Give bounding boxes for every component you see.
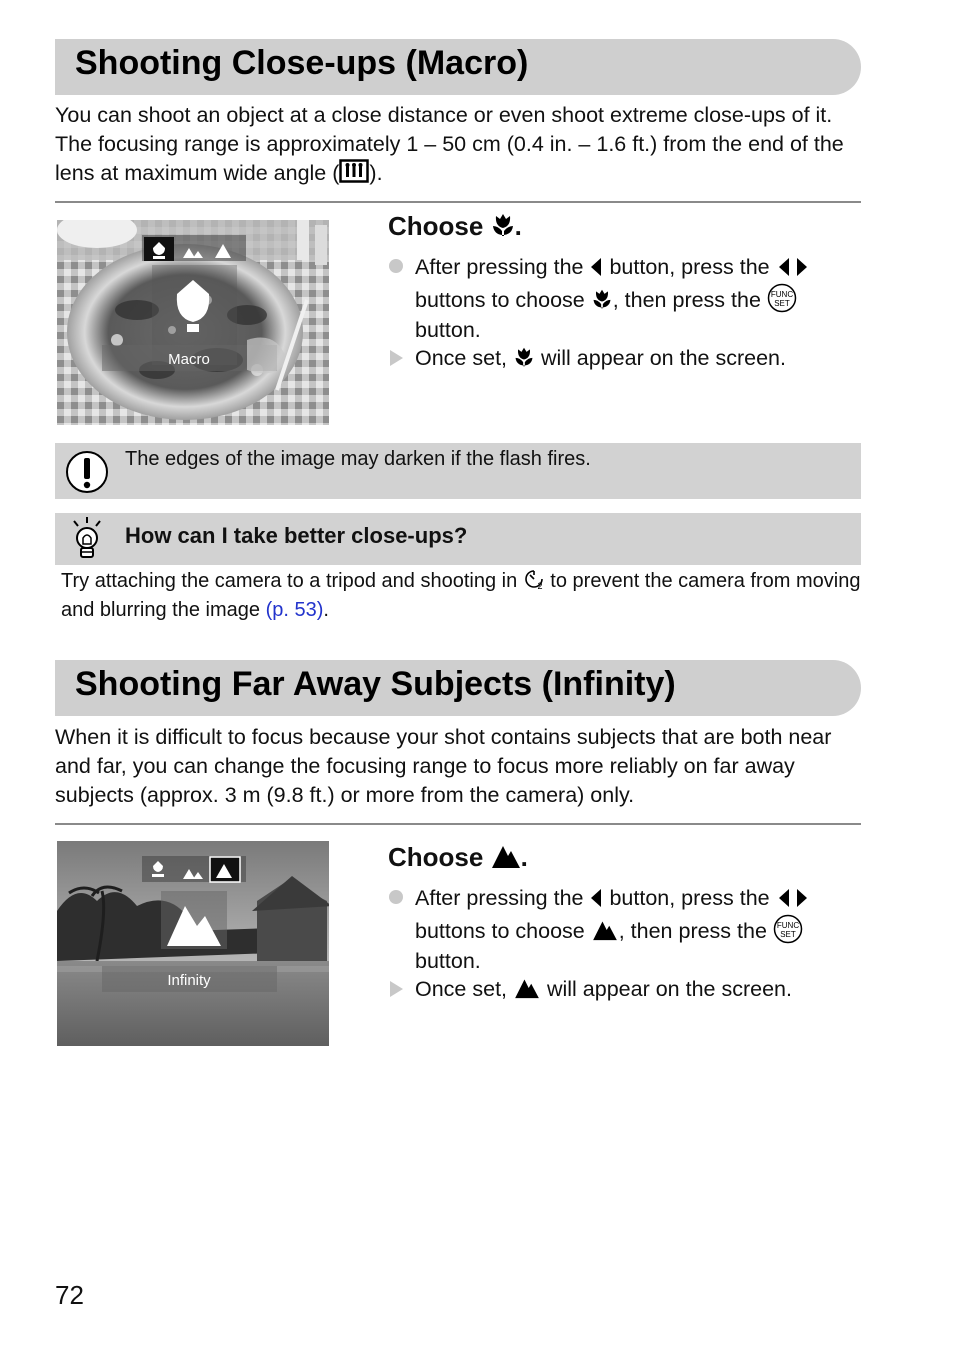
infinity-photo-image <box>57 841 329 1046</box>
triangle-bullet-icon <box>388 349 404 367</box>
step-2-infinity: Once set, will appear on the screen. <box>388 974 858 1005</box>
tip-text: Try attaching the camera to a tripod and shooting in 2 to prevent the camera from moving and blurring the image (p. 53). <box>61 570 861 621</box>
section-title-macro: Shooting Close-ups (Macro) <box>75 44 529 82</box>
macro-flower-icon <box>591 288 613 310</box>
svg-text:2: 2 <box>537 581 543 590</box>
func-set-button-icon <box>767 283 797 313</box>
page-number: 72 <box>55 1280 84 1310</box>
svg-text:FUNC: FUNC <box>776 920 800 930</box>
section-title-infinity: Shooting Far Away Subjects (Infinity) <box>75 665 676 703</box>
macro-flower-icon <box>513 346 535 368</box>
circle-bullet-icon <box>388 889 404 905</box>
self-timer-2sec-icon <box>523 568 545 590</box>
divider-infinity <box>55 823 861 825</box>
caution-icon <box>65 450 109 494</box>
tip-box <box>55 513 861 565</box>
caution-box <box>55 443 861 499</box>
step-1-macro: After pressing the button, press the buttons to choose , then press the FUNC SET button. <box>388 252 858 346</box>
step-2-macro: Once set, will appear on the screen. <box>388 343 858 374</box>
page-reference-link[interactable]: (p. 53) <box>265 598 324 621</box>
macro-flower-icon <box>491 212 515 238</box>
left-right-arrow-buttons-icon <box>776 257 810 277</box>
tip-heading: How can I take better close-ups? <box>125 523 468 548</box>
step-heading-macro: Choose . <box>388 211 522 241</box>
func-set-button-icon <box>773 914 803 944</box>
infinity-photo-caption: Infinity <box>167 972 211 989</box>
lightbulb-tip-icon <box>69 516 105 562</box>
left-arrow-button-icon <box>589 257 603 277</box>
triangle-bullet-icon <box>388 980 404 998</box>
svg-text:SET: SET <box>780 929 796 939</box>
circle-bullet-icon <box>388 258 404 274</box>
step-heading-infinity: Choose . <box>388 842 528 872</box>
infinity-mountain-icon <box>513 977 541 999</box>
macro-screen-photo <box>57 220 329 425</box>
intro-paragraph-infinity: When it is difficult to focus because your shot contains subjects that are both near and far, you can change the focusing range to focus more reliably on far away subjects (approx. 3 m (9.8 ft.) or more from the camera) only. <box>55 725 832 807</box>
section-title-bar-infinity <box>55 660 861 716</box>
macro-photo-image <box>57 220 329 425</box>
step-1-infinity: After pressing the button, press the buttons to choose , then press the FUNC SET button. <box>388 883 858 977</box>
wide-angle-icon <box>339 159 369 183</box>
infinity-mountain-icon <box>591 919 619 941</box>
left-right-arrow-buttons-icon <box>776 888 810 908</box>
svg-text:SET: SET <box>774 298 790 308</box>
divider-macro <box>55 201 861 203</box>
section-title-bar-macro <box>55 39 861 95</box>
infinity-mountain-icon <box>491 843 521 869</box>
svg-text:FUNC: FUNC <box>770 289 794 299</box>
macro-photo-caption: Macro <box>168 351 210 368</box>
intro-paragraph-macro: You can shoot an object at a close distance or even shoot extreme close-ups of it. The focusing range is approximately 1 – 50 cm (0.4 in. – 1.6 ft.) from the end of the lens at maximum wide angle ( ). <box>55 103 844 185</box>
left-arrow-button-icon <box>589 888 603 908</box>
caution-text: The edges of the image may darken if the flash fires. <box>125 448 591 470</box>
infinity-screen-photo <box>57 841 329 1046</box>
